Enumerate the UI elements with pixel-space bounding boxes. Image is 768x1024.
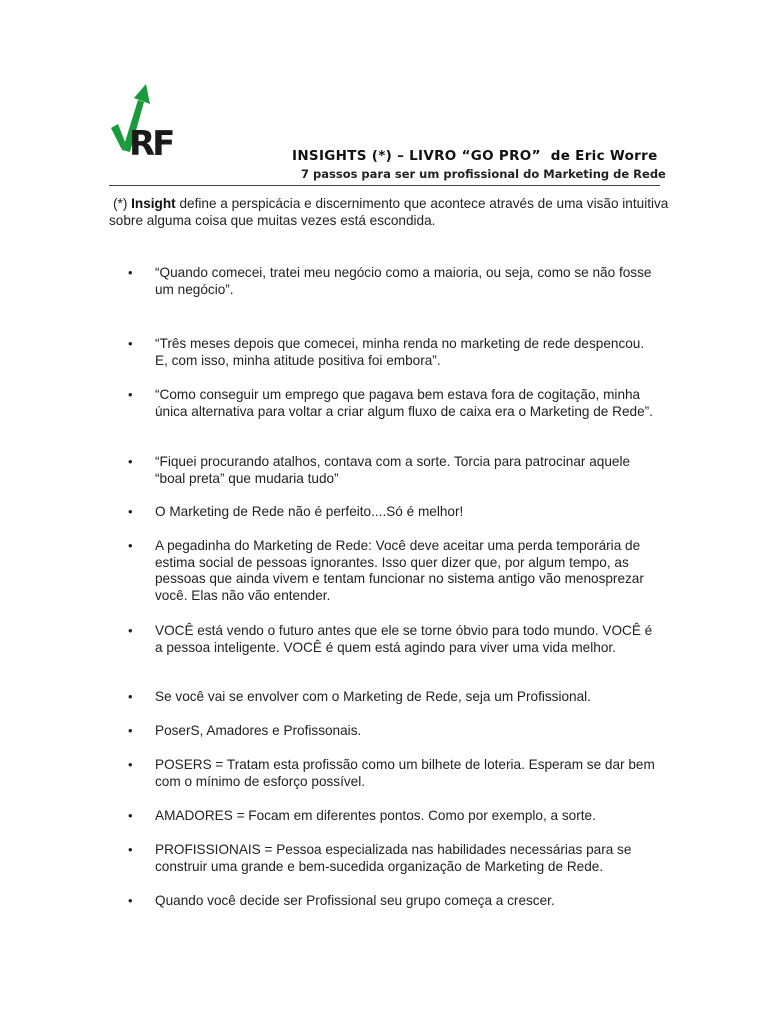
bullet-icon: •: [128, 504, 133, 519]
bullet-icon: •: [128, 842, 133, 857]
bullet-icon: •: [128, 757, 133, 772]
list-item-text: PROFISSIONAIS = Pessoa especializada nas habilidades necessárias para se construir uma grande e bem-sucedida organização de Marketing de Rede.: [155, 842, 632, 874]
bullet-icon: •: [128, 723, 133, 738]
list-item-text: AMADORES = Focam em diferentes pontos. Como por exemplo, a sorte.: [155, 808, 596, 823]
logo-letters: RF: [129, 124, 173, 158]
bullet-icon: •: [128, 689, 133, 704]
list-item-text: “Quando comecei, tratei meu negócio como a maioria, ou seja, como se não fosse um negócio”.: [155, 265, 652, 297]
title-main: INSIGHTS (*) – LIVRO “GO PRO”: [292, 148, 541, 164]
intro-text: define a perspicácia e discernimento que acontece através de uma visão intuitiva sobre alguma coisa que muitas vezes está escondida.: [109, 196, 669, 228]
list-item-text: POSERS = Tratam esta profissão como um bilhete de loteria. Esperam se dar bem com o mínimo de esforço possível.: [155, 757, 655, 789]
bullet-icon: •: [128, 623, 133, 638]
document-subtitle: 7 passos para ser um profissional do Marketing de Rede: [301, 167, 666, 181]
title-author: de Eric Worre: [550, 148, 658, 164]
bullet-icon: •: [128, 808, 133, 823]
list-item-text: Se você vai se envolver com o Marketing de Rede, seja um Profissional.: [155, 689, 591, 704]
bullet-icon: •: [128, 265, 133, 280]
bullet-icon: •: [128, 387, 133, 402]
list-item-text: Quando você decide ser Profissional seu grupo começa a crescer.: [155, 893, 555, 908]
list-item-text: “Como conseguir um emprego que pagava bem estava fora de cogitação, minha única alternativa para voltar a criar algum fluxo de caixa era o Marketing de Rede”.: [155, 387, 653, 419]
bullet-icon: •: [128, 893, 133, 908]
bullet-icon: •: [128, 454, 133, 469]
bullet-icon: •: [128, 336, 133, 351]
list-item-text: “Três meses depois que comecei, minha renda no marketing de rede despencou. E, com isso, minha atitude positiva foi embora”.: [155, 336, 645, 368]
list-item-text: A pegadinha do Marketing de Rede: Você deve aceitar uma perda temporária de estima social de pessoas ignorantes. Isso quer dizer que, por algum tempo, as pessoas que ainda vivem e tentam funcionar no sistema antigo vão menosprezar você. Elas não vão entender.: [155, 538, 644, 603]
list-item-text: VOCÊ está vendo o futuro antes que ele se torne óbvio para todo mundo. VOCÊ é a pessoa inteligente. VOCÊ é quem está agindo para viver uma vida melhor.: [155, 623, 653, 655]
bullet-icon: •: [128, 538, 133, 553]
list-item-text: “Fiquei procurando atalhos, contava com a sorte. Torcia para patrocinar aquele “boal preta” que mudaria tudo”: [155, 454, 631, 486]
list-item-text: O Marketing de Rede não é perfeito....Só é melhor!: [155, 504, 464, 519]
list-item-text: PoserS, Amadores e Profissonais.: [155, 723, 362, 738]
intro-prefix: (*): [113, 196, 132, 211]
intro-keyword: Insight: [131, 196, 176, 211]
